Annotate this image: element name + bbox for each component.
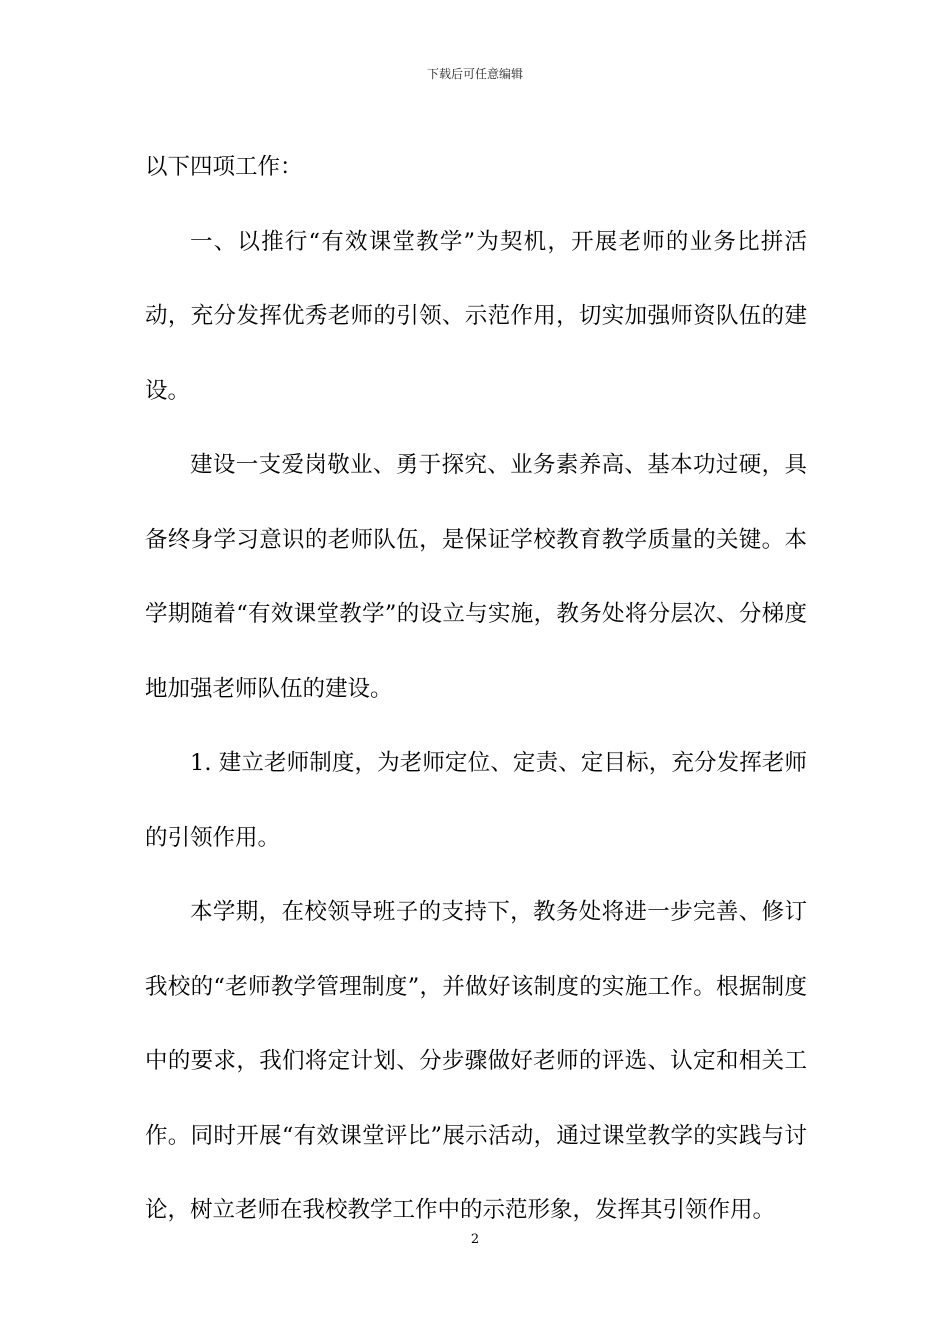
paragraph-section-one: 一、以推行“有效课堂教学”为契机，开展老师的业务比拼活动，充分发挥优秀老师的引领、示范作用，切实加强师资队伍的建设。 (145, 228, 807, 404)
page-number: 2 (470, 1232, 480, 1247)
paragraph-item-one: 1. 建立老师制度，为老师定位、定责、定目标，充分发挥老师的引领作用。 (145, 750, 807, 851)
page-header: 下载后可任意编辑 (426, 67, 523, 81)
paragraph-team-building: 建设一支爱岗敬业、勇于探究、业务素养高、基本功过硬，具备终身学习意识的老师队伍，是保证学校教育教学质量的关键。本学期随着“有效课堂教学”的设立与实施，教务处将分层次、分梯度地加强老师队伍的建设。 (145, 452, 807, 702)
paragraph-intro: 以下四项工作： (145, 154, 303, 180)
document-body (145, 130, 807, 1248)
paragraph-semester-plan: 本学期，在校领导班子的支持下，教务处将进一步完善、修订我校的“老师教学管理制度”，并做好该制度的实施工作。根据制度中的要求，我们将定计划、分步骤做好老师的评选、认定和相关工作。同时开展“有效课堂评比”展示活动，通过课堂教学的实践与讨论，树立老师在我校教学工作中的示范形象，发挥其引领作用。 (145, 899, 807, 1223)
